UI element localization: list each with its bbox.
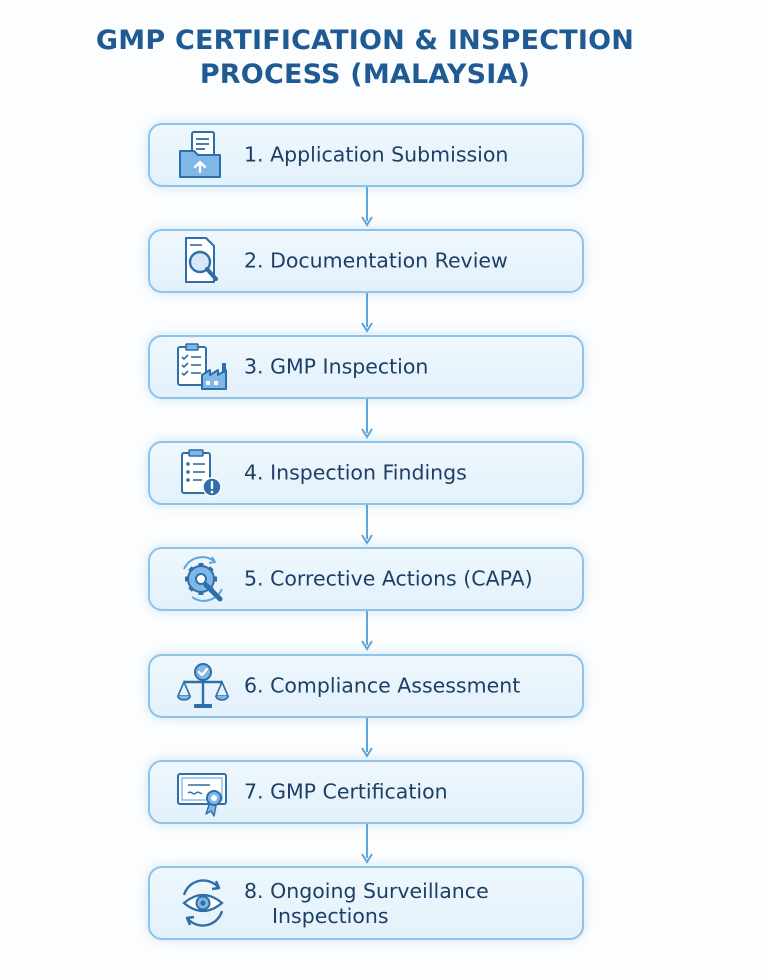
scale-check-icon — [174, 660, 232, 712]
step-gmp-inspection — [148, 335, 584, 399]
step-compliance-assessment — [148, 654, 584, 718]
gear-wrench-icon — [174, 553, 232, 605]
flow-arrow — [361, 187, 373, 227]
flow-arrow — [361, 611, 373, 651]
eye-cycle-icon — [174, 877, 232, 929]
step-label: 2. Documentation Review — [244, 248, 508, 273]
flow-arrow — [361, 824, 373, 864]
title-line-1: GMP CERTIFICATION & INSPECTION — [95, 25, 635, 56]
clipboard-alert-icon — [174, 447, 232, 499]
step-documentation-review — [148, 229, 584, 293]
step-label-line-2: Inspections — [272, 904, 389, 928]
step-label: 1. Application Submission — [244, 142, 509, 167]
document-magnifier-icon — [174, 235, 232, 287]
folder-upload-icon — [174, 129, 232, 181]
title-line-2: PROCESS (MALAYSIA) — [199, 59, 531, 90]
step-label: 5. Corrective Actions (CAPA) — [244, 566, 533, 591]
flow-arrow — [361, 718, 373, 758]
step-label-line-1: 8. Ongoing Surveillance — [244, 879, 489, 903]
step-label — [244, 879, 489, 929]
step-label: 3. GMP Inspection — [244, 354, 429, 379]
checklist-factory-icon — [174, 341, 232, 393]
step-gmp-certification — [148, 760, 584, 824]
flow-arrow — [361, 505, 373, 545]
step-label: 4. Inspection Findings — [244, 460, 467, 485]
flow-arrow — [361, 293, 373, 333]
step-corrective-actions — [148, 547, 584, 611]
step-inspection-findings — [148, 441, 584, 505]
page-title — [0, 24, 730, 92]
certificate-icon — [174, 766, 232, 818]
step-ongoing-surveillance — [148, 866, 584, 940]
step-application-submission — [148, 123, 584, 187]
step-label: 6. Compliance Assessment — [244, 673, 521, 698]
flow-arrow — [361, 399, 373, 439]
step-label: 7. GMP Certification — [244, 779, 448, 804]
